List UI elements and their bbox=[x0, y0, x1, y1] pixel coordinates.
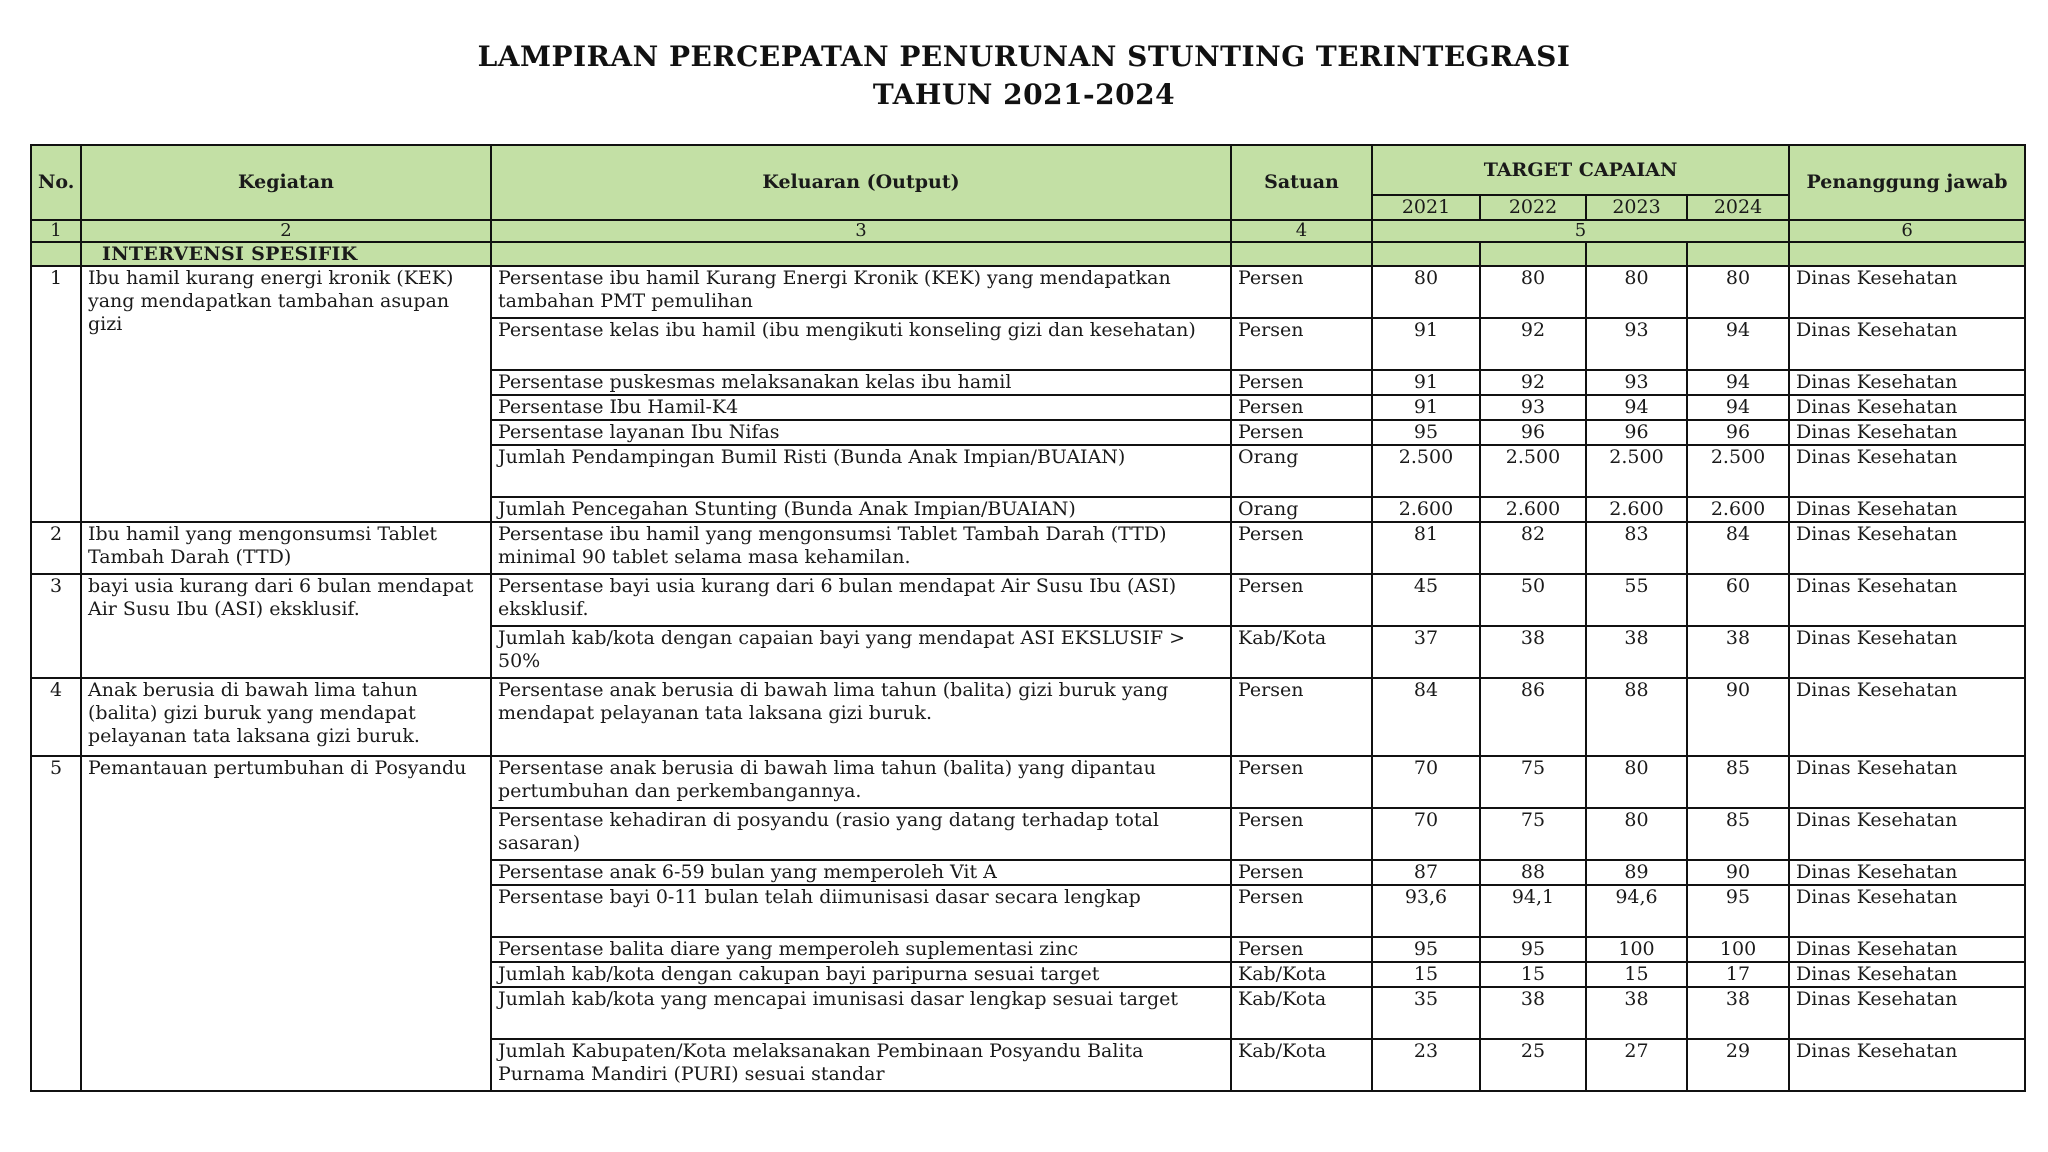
kegiatan-cell: Pemantauan pertumbuhan di Posyandu bbox=[81, 756, 491, 1091]
table-row bbox=[31, 678, 2025, 756]
penanggung-jawab-cell: Dinas Kesehatan bbox=[1789, 937, 2025, 962]
header-year-2022: 2022 bbox=[1480, 195, 1586, 220]
output-cell: Persentase Ibu Hamil-K4 bbox=[491, 395, 1231, 420]
target-2021-cell: 84 bbox=[1372, 678, 1480, 756]
satuan-cell: Persen bbox=[1231, 808, 1372, 860]
header-kegiatan: Kegiatan bbox=[81, 145, 491, 220]
penanggung-jawab-cell: Dinas Kesehatan bbox=[1789, 522, 2025, 574]
header-target-capaian: TARGET CAPAIAN bbox=[1372, 145, 1789, 195]
target-2022-cell: 92 bbox=[1480, 318, 1586, 370]
target-2023-cell: 94 bbox=[1586, 395, 1687, 420]
target-2021-cell: 91 bbox=[1372, 318, 1480, 370]
target-2023-cell: 100 bbox=[1586, 937, 1687, 962]
target-2024-cell: 38 bbox=[1687, 987, 1789, 1039]
target-2024-cell: 85 bbox=[1687, 756, 1789, 808]
header-year-2021: 2021 bbox=[1372, 195, 1480, 220]
target-2024-cell: 95 bbox=[1687, 885, 1789, 937]
target-2022-cell: 75 bbox=[1480, 808, 1586, 860]
kegiatan-cell: Ibu hamil kurang energi kronik (KEK) yang mendapatkan tambahan asupan gizi bbox=[81, 266, 491, 522]
output-cell: Persentase bayi 0-11 bulan telah diimunisasi dasar secara lengkap bbox=[491, 885, 1231, 937]
column-index: 5 bbox=[1372, 220, 1789, 242]
satuan-cell: Kab/Kota bbox=[1231, 962, 1372, 987]
penanggung-jawab-cell: Dinas Kesehatan bbox=[1789, 756, 2025, 808]
column-index: 2 bbox=[81, 220, 491, 242]
satuan-cell: Persen bbox=[1231, 574, 1372, 626]
title-line-2: TAHUN 2021-2024 bbox=[872, 78, 1176, 111]
target-2022-cell: 80 bbox=[1480, 266, 1586, 318]
target-2023-cell: 83 bbox=[1586, 522, 1687, 574]
header-no: No. bbox=[31, 145, 81, 220]
target-2022-cell: 86 bbox=[1480, 678, 1586, 756]
row-number: 4 bbox=[31, 678, 81, 756]
target-2023-cell: 80 bbox=[1586, 756, 1687, 808]
output-cell: Persentase anak berusia di bawah lima tahun (balita) gizi buruk yang mendapat pelayanan tata laksana gizi buruk. bbox=[491, 678, 1231, 756]
target-2024-cell: 96 bbox=[1687, 420, 1789, 445]
target-2022-cell: 96 bbox=[1480, 420, 1586, 445]
target-2024-cell: 90 bbox=[1687, 860, 1789, 885]
output-cell: Persentase bayi usia kurang dari 6 bulan mendapat Air Susu Ibu (ASI) eksklusif. bbox=[491, 574, 1231, 626]
satuan-cell: Orang bbox=[1231, 445, 1372, 497]
target-2024-cell: 84 bbox=[1687, 522, 1789, 574]
document-title bbox=[0, 38, 2048, 114]
column-index: 1 bbox=[31, 220, 81, 242]
target-2021-cell: 2.600 bbox=[1372, 497, 1480, 522]
output-cell: Persentase balita diare yang memperoleh suplementasi zinc bbox=[491, 937, 1231, 962]
header-satuan: Satuan bbox=[1231, 145, 1372, 220]
target-2024-cell: 2.600 bbox=[1687, 497, 1789, 522]
target-2021-cell: 37 bbox=[1372, 626, 1480, 678]
output-cell: Jumlah kab/kota yang mencapai imunisasi dasar lengkap sesuai target bbox=[491, 987, 1231, 1039]
target-2021-cell: 2.500 bbox=[1372, 445, 1480, 497]
penanggung-jawab-cell: Dinas Kesehatan bbox=[1789, 1039, 2025, 1091]
target-2023-cell: 55 bbox=[1586, 574, 1687, 626]
target-2021-cell: 81 bbox=[1372, 522, 1480, 574]
penanggung-jawab-cell: Dinas Kesehatan bbox=[1789, 987, 2025, 1039]
section-row bbox=[31, 242, 2025, 266]
penanggung-jawab-cell: Dinas Kesehatan bbox=[1789, 574, 2025, 626]
target-2023-cell: 2.500 bbox=[1586, 445, 1687, 497]
output-cell: Jumlah kab/kota dengan cakupan bayi paripurna sesuai target bbox=[491, 962, 1231, 987]
row-number: 1 bbox=[31, 266, 81, 522]
satuan-cell: Persen bbox=[1231, 860, 1372, 885]
satuan-cell: Persen bbox=[1231, 370, 1372, 395]
table-row bbox=[31, 522, 2025, 574]
header-keluaran: Keluaran (Output) bbox=[491, 145, 1231, 220]
target-2024-cell: 29 bbox=[1687, 1039, 1789, 1091]
penanggung-jawab-cell: Dinas Kesehatan bbox=[1789, 808, 2025, 860]
target-2023-cell: 89 bbox=[1586, 860, 1687, 885]
target-2022-cell: 38 bbox=[1480, 626, 1586, 678]
satuan-cell: Kab/Kota bbox=[1231, 626, 1372, 678]
penanggung-jawab-cell: Dinas Kesehatan bbox=[1789, 885, 2025, 937]
header-year-2023: 2023 bbox=[1586, 195, 1687, 220]
penanggung-jawab-cell: Dinas Kesehatan bbox=[1789, 370, 2025, 395]
target-2023-cell: 38 bbox=[1586, 987, 1687, 1039]
output-cell: Persentase kelas ibu hamil (ibu mengikuti konseling gizi dan kesehatan) bbox=[491, 318, 1231, 370]
target-2022-cell: 88 bbox=[1480, 860, 1586, 885]
row-number: 2 bbox=[31, 522, 81, 574]
target-2024-cell: 90 bbox=[1687, 678, 1789, 756]
title-line-1: LAMPIRAN PERCEPATAN PENURUNAN STUNTING TERINTEGRASI bbox=[477, 40, 1571, 73]
penanggung-jawab-cell: Dinas Kesehatan bbox=[1789, 678, 2025, 756]
penanggung-jawab-cell: Dinas Kesehatan bbox=[1789, 445, 2025, 497]
satuan-cell: Persen bbox=[1231, 522, 1372, 574]
column-index: 3 bbox=[491, 220, 1231, 242]
column-index: 4 bbox=[1231, 220, 1372, 242]
target-2023-cell: 96 bbox=[1586, 420, 1687, 445]
output-cell: Jumlah kab/kota dengan capaian bayi yang mendapat ASI EKSLUSIF > 50% bbox=[491, 626, 1231, 678]
output-cell: Persentase anak 6-59 bulan yang memperoleh Vit A bbox=[491, 860, 1231, 885]
satuan-cell: Persen bbox=[1231, 678, 1372, 756]
target-2024-cell: 60 bbox=[1687, 574, 1789, 626]
column-index-row bbox=[31, 220, 2025, 242]
satuan-cell: Persen bbox=[1231, 318, 1372, 370]
satuan-cell: Persen bbox=[1231, 266, 1372, 318]
target-2021-cell: 35 bbox=[1372, 987, 1480, 1039]
target-2024-cell: 94 bbox=[1687, 370, 1789, 395]
satuan-cell: Persen bbox=[1231, 420, 1372, 445]
target-2024-cell: 94 bbox=[1687, 395, 1789, 420]
output-cell: Jumlah Kabupaten/Kota melaksanakan Pembinaan Posyandu Balita Purnama Mandiri (PURI) sesuai standar bbox=[491, 1039, 1231, 1091]
target-2022-cell: 25 bbox=[1480, 1039, 1586, 1091]
target-2021-cell: 95 bbox=[1372, 420, 1480, 445]
target-2023-cell: 80 bbox=[1586, 266, 1687, 318]
target-2022-cell: 2.600 bbox=[1480, 497, 1586, 522]
target-2023-cell: 93 bbox=[1586, 318, 1687, 370]
target-2022-cell: 2.500 bbox=[1480, 445, 1586, 497]
target-2021-cell: 23 bbox=[1372, 1039, 1480, 1091]
target-2021-cell: 15 bbox=[1372, 962, 1480, 987]
target-2024-cell: 100 bbox=[1687, 937, 1789, 962]
penanggung-jawab-cell: Dinas Kesehatan bbox=[1789, 626, 2025, 678]
penanggung-jawab-cell: Dinas Kesehatan bbox=[1789, 318, 2025, 370]
row-number: 3 bbox=[31, 574, 81, 678]
satuan-cell: Persen bbox=[1231, 937, 1372, 962]
target-2023-cell: 15 bbox=[1586, 962, 1687, 987]
target-2021-cell: 45 bbox=[1372, 574, 1480, 626]
table-row bbox=[31, 574, 2025, 626]
table-row bbox=[31, 756, 2025, 808]
output-cell: Jumlah Pencegahan Stunting (Bunda Anak Impian/BUAIAN) bbox=[491, 497, 1231, 522]
target-2021-cell: 93,6 bbox=[1372, 885, 1480, 937]
target-2021-cell: 95 bbox=[1372, 937, 1480, 962]
target-2022-cell: 92 bbox=[1480, 370, 1586, 395]
target-2022-cell: 94,1 bbox=[1480, 885, 1586, 937]
target-2021-cell: 91 bbox=[1372, 370, 1480, 395]
table-row bbox=[31, 266, 2025, 318]
penanggung-jawab-cell: Dinas Kesehatan bbox=[1789, 395, 2025, 420]
target-2024-cell: 80 bbox=[1687, 266, 1789, 318]
penanggung-jawab-cell: Dinas Kesehatan bbox=[1789, 266, 2025, 318]
kegiatan-cell: Ibu hamil yang mengonsumsi Tablet Tambah Darah (TTD) bbox=[81, 522, 491, 574]
target-2022-cell: 82 bbox=[1480, 522, 1586, 574]
satuan-cell: Persen bbox=[1231, 885, 1372, 937]
target-2022-cell: 75 bbox=[1480, 756, 1586, 808]
output-cell: Persentase ibu hamil Kurang Energi Kronik (KEK) yang mendapatkan tambahan PMT pemulihan bbox=[491, 266, 1231, 318]
target-2021-cell: 80 bbox=[1372, 266, 1480, 318]
kegiatan-cell: bayi usia kurang dari 6 bulan mendapat Air Susu Ibu (ASI) eksklusif. bbox=[81, 574, 491, 678]
target-2022-cell: 50 bbox=[1480, 574, 1586, 626]
target-2021-cell: 70 bbox=[1372, 756, 1480, 808]
header-year-2024: 2024 bbox=[1687, 195, 1789, 220]
target-2023-cell: 94,6 bbox=[1586, 885, 1687, 937]
satuan-cell: Persen bbox=[1231, 756, 1372, 808]
target-2021-cell: 87 bbox=[1372, 860, 1480, 885]
target-2024-cell: 17 bbox=[1687, 962, 1789, 987]
penanggung-jawab-cell: Dinas Kesehatan bbox=[1789, 497, 2025, 522]
target-2023-cell: 88 bbox=[1586, 678, 1687, 756]
row-number: 5 bbox=[31, 756, 81, 1091]
penanggung-jawab-cell: Dinas Kesehatan bbox=[1789, 860, 2025, 885]
target-2024-cell: 2.500 bbox=[1687, 445, 1789, 497]
target-2023-cell: 2.600 bbox=[1586, 497, 1687, 522]
satuan-cell: Persen bbox=[1231, 395, 1372, 420]
kegiatan-cell: Anak berusia di bawah lima tahun (balita) gizi buruk yang mendapat pelayanan tata laksana gizi buruk. bbox=[81, 678, 491, 756]
column-index: 6 bbox=[1789, 220, 2025, 242]
section-label: INTERVENSI SPESIFIK bbox=[81, 242, 491, 266]
output-cell: Persentase kehadiran di posyandu (rasio yang datang terhadap total sasaran) bbox=[491, 808, 1231, 860]
target-2024-cell: 94 bbox=[1687, 318, 1789, 370]
target-2023-cell: 27 bbox=[1586, 1039, 1687, 1091]
output-cell: Persentase anak berusia di bawah lima tahun (balita) yang dipantau pertumbuhan dan perkembangannya. bbox=[491, 756, 1231, 808]
output-cell: Persentase ibu hamil yang mengonsumsi Tablet Tambah Darah (TTD) minimal 90 tablet selama masa kehamilan. bbox=[491, 522, 1231, 574]
header-penanggung-jawab: Penanggung jawab bbox=[1789, 145, 2025, 220]
target-2023-cell: 80 bbox=[1586, 808, 1687, 860]
target-2023-cell: 38 bbox=[1586, 626, 1687, 678]
stunting-target-table bbox=[30, 144, 2026, 1092]
target-2022-cell: 93 bbox=[1480, 395, 1586, 420]
satuan-cell: Kab/Kota bbox=[1231, 1039, 1372, 1091]
output-cell: Persentase layanan Ibu Nifas bbox=[491, 420, 1231, 445]
target-2021-cell: 91 bbox=[1372, 395, 1480, 420]
target-2022-cell: 95 bbox=[1480, 937, 1586, 962]
target-2022-cell: 15 bbox=[1480, 962, 1586, 987]
output-cell: Persentase puskesmas melaksanakan kelas ibu hamil bbox=[491, 370, 1231, 395]
target-2024-cell: 85 bbox=[1687, 808, 1789, 860]
penanggung-jawab-cell: Dinas Kesehatan bbox=[1789, 962, 2025, 987]
penanggung-jawab-cell: Dinas Kesehatan bbox=[1789, 420, 2025, 445]
target-2023-cell: 93 bbox=[1586, 370, 1687, 395]
target-2021-cell: 70 bbox=[1372, 808, 1480, 860]
output-cell: Jumlah Pendampingan Bumil Risti (Bunda Anak Impian/BUAIAN) bbox=[491, 445, 1231, 497]
satuan-cell: Kab/Kota bbox=[1231, 987, 1372, 1039]
target-2022-cell: 38 bbox=[1480, 987, 1586, 1039]
target-2024-cell: 38 bbox=[1687, 626, 1789, 678]
satuan-cell: Orang bbox=[1231, 497, 1372, 522]
